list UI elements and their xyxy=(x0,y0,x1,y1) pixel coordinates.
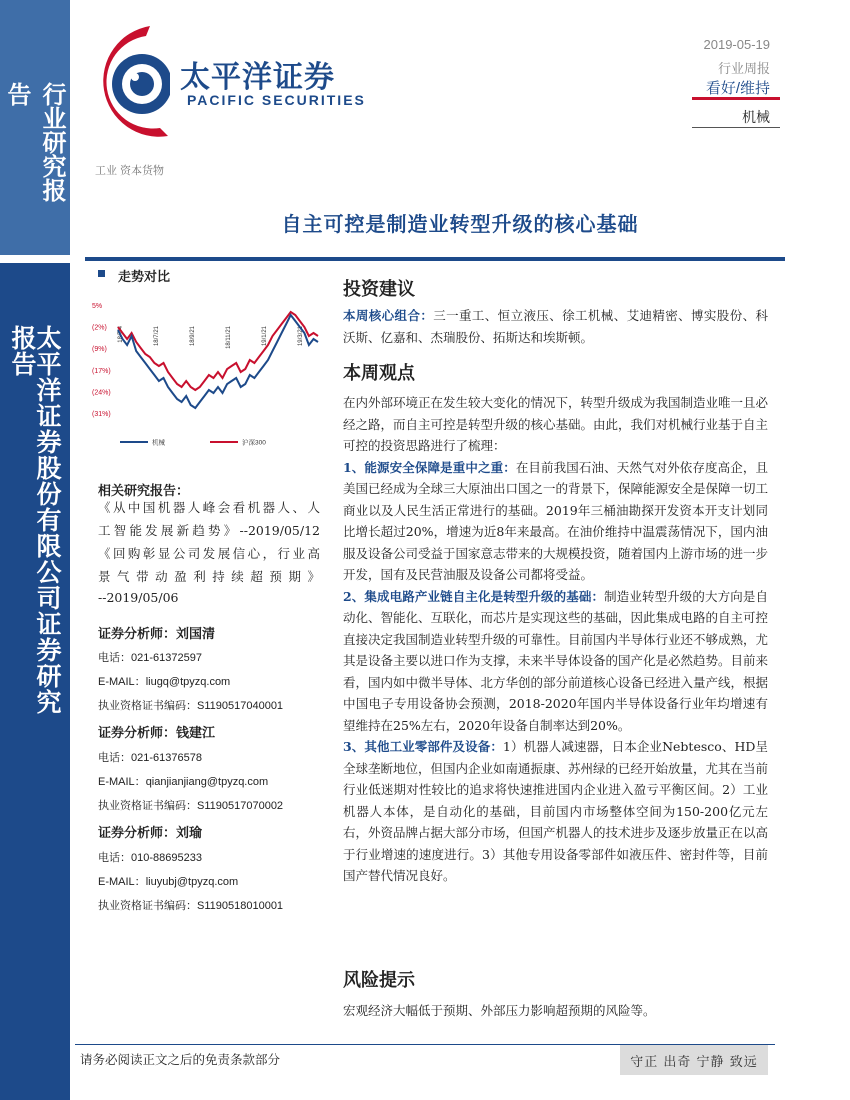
risk-heading: 风险提示 xyxy=(343,970,415,991)
company-motto: 守正 出奇 宁静 致远 xyxy=(630,1055,758,1070)
rating-divider xyxy=(692,97,780,100)
analyst-phone: 电话：021-61372597 xyxy=(98,651,202,664)
related-report-line: 《从中国机器人峰会看机器人、人 xyxy=(98,500,320,515)
chart-legend-label: 机械 xyxy=(152,439,165,447)
industry-divider xyxy=(692,127,780,128)
industry-label: 机械 xyxy=(742,109,770,125)
analyst-name: 证券分析师：钱建江 xyxy=(98,726,216,741)
related-report-line: 《回购彰显公司发展信心，行业高 xyxy=(98,546,320,561)
risk-paragraph: 宏观经济大幅低于预期、外部压力影响超预期的风险等。 xyxy=(343,1003,656,1018)
related-report-line: --2019/05/06 xyxy=(98,590,179,605)
sidebar-report-label: 行业研究报告 xyxy=(3,82,67,202)
chart-legend xyxy=(120,438,266,447)
chart-x-tick-label: 18/9/21 xyxy=(190,326,196,347)
chart-y-tick-label: (17%) xyxy=(92,367,111,375)
chart-y-tick-label: (9%) xyxy=(92,346,107,354)
chart-series-line xyxy=(118,312,318,390)
trend-chart xyxy=(90,296,325,456)
chart-y-ticks xyxy=(92,303,111,418)
view-point-2: 2、集成电路产业链自主化是转型升级的基础：制造业转型升级的大方向是自动化、智能化、互联化，而芯片是实现这些的基础，因此集成电路的自主可控直接决定我国制造业转型升级的可靠性。目前国内半导体行业还不够成熟，尤其是设备主要以进口作为支撑，未来半导体设备的国产化是必然趋势。目前来看，国内如中微半导体、北方华创的部分前道核心设备已经进入量产线，根据中国电子专用设备协会预测，2018-2020年国内半导体设备行业年均增速有望维持在25%左右，2020年设备自制率达到20%。 xyxy=(343,588,769,733)
brand-name-cn: 太平洋证券 xyxy=(180,61,335,94)
view-point-1: 1、能源安全保障是重中之重：在目前我国石油、天然气对外依存度高企，且美国已经成为全球三大原油出口国之一的背景下，保障能源安全是保障一切工商业以及人民生活正常进行的基础。2019年三桶油勘探开发资本开支计划同比增长超过20%，增速为近8年来最高。在油价维持中温震荡情况下，国内油服及设备公司受益于国家意志带来的大规模投资，随着国内上游市场的进一步开发，国有及民营油服及设备公司都将受益。 xyxy=(343,459,769,582)
report-type: 行业周报 xyxy=(717,61,770,76)
chart-x-tick-label: 18/11/21 xyxy=(226,326,232,349)
rating-label: 看好/维持 xyxy=(705,80,770,97)
chart-x-tick-label: 19/1/21 xyxy=(262,326,268,347)
analyst-phone: 电话：021-61376578 xyxy=(98,751,202,764)
brand-name-en: PACIFIC SECURITIES xyxy=(187,92,366,108)
invest-heading: 投资建议 xyxy=(343,279,415,300)
view-paragraph xyxy=(343,392,768,887)
company-logo-icon xyxy=(90,18,170,138)
analyst-phone: 电话：010-88695233 xyxy=(98,851,202,864)
chart-y-tick-label: 5% xyxy=(92,303,103,310)
chart-x-tick-label: 18/7/21 xyxy=(154,326,160,347)
page-title: 自主可控是制造业转型升级的核心基础 xyxy=(281,212,639,236)
chart-y-tick-label: (24%) xyxy=(92,389,111,397)
trend-heading: 走势对比 xyxy=(118,270,171,285)
footer-disclaimer: 请务必阅读正文之后的免责条款部分 xyxy=(80,1052,281,1067)
analyst-cert: 执业资格证书编码：S1190518010001 xyxy=(98,899,284,912)
chart-lines xyxy=(118,312,318,408)
analyst-name: 证券分析师：刘瑜 xyxy=(98,826,203,841)
analyst-cert: 执业资格证书编码：S1190517040001 xyxy=(98,699,284,712)
analyst-name: 证券分析师：刘国清 xyxy=(98,627,216,642)
sidebar-company-label: 太平洋证券股份有限公司证券研究报告 xyxy=(8,325,62,715)
analyst-email: E-MAIL：liugq@tpyzq.com xyxy=(98,676,231,688)
chart-x-tick-label: 19/3/21 xyxy=(298,326,304,347)
invest-paragraph: 本周核心组合：三一重工、恒立液压、徐工机械、艾迪精密、博实股份、科沃斯、亿嘉和、杰瑞股份、拓斯达和埃斯顿。 xyxy=(343,308,768,345)
analyst-cert: 执业资格证书编码：S1190517070002 xyxy=(98,799,284,812)
view-heading: 本周观点 xyxy=(343,363,415,384)
related-report-line: 工智能发展新趋势》--2019/05/12 xyxy=(98,523,320,538)
chart-y-tick-label: (2%) xyxy=(92,324,107,332)
view-point-3: 3、其他工业零部件及设备：1）机器人减速器，日本企业Nebtesco、HD呈全球垄断地位，但国内企业如南通振康、苏州绿的已经开始放量，尤其在当前行业低迷期对性较比的追求将快速推进国内企业进入盈亏平衡区间。2）工业机器人本体，是自动化的基础，目前国内市场整体空间为150-200亿元左右，外资品牌占据大部分市场，但国产机器人的技术进步及逐步放量正在以高于行业增速的速度进行。3）其他专用设备零部件如液压件、密封件等，目前国产替代情况良好。 xyxy=(343,739,769,883)
chart-series-line xyxy=(118,315,318,408)
analyst-email: E-MAIL：liuyubj@tpyzq.com xyxy=(98,876,239,888)
title-rule xyxy=(85,257,785,261)
chart-y-tick-label: (31%) xyxy=(92,411,111,418)
chart-x-tick-label: 18/7/4 xyxy=(118,326,124,343)
trend-bullet-icon xyxy=(98,270,105,277)
analyst-email: E-MAIL：qianjianjiang@tpyzq.com xyxy=(98,776,269,788)
view-intro: 在内外部环境正在发生较大变化的情况下，转型升级成为我国制造业唯一且必经之路，而自主可控是转型升级的核心基础。由此，我们对机械行业基于自主可控的投资思路进行了梳理： xyxy=(343,395,769,453)
category-label: 工业 资本货物 xyxy=(95,165,165,177)
report-date: 2019-05-19 xyxy=(703,37,770,52)
related-report-line: 景 气 带 动 盈 利 持 续 超 预 期 》 xyxy=(98,569,320,584)
related-reports-heading: 相关研究报告： xyxy=(98,484,190,499)
chart-legend-label: 沪深300 xyxy=(242,439,266,447)
